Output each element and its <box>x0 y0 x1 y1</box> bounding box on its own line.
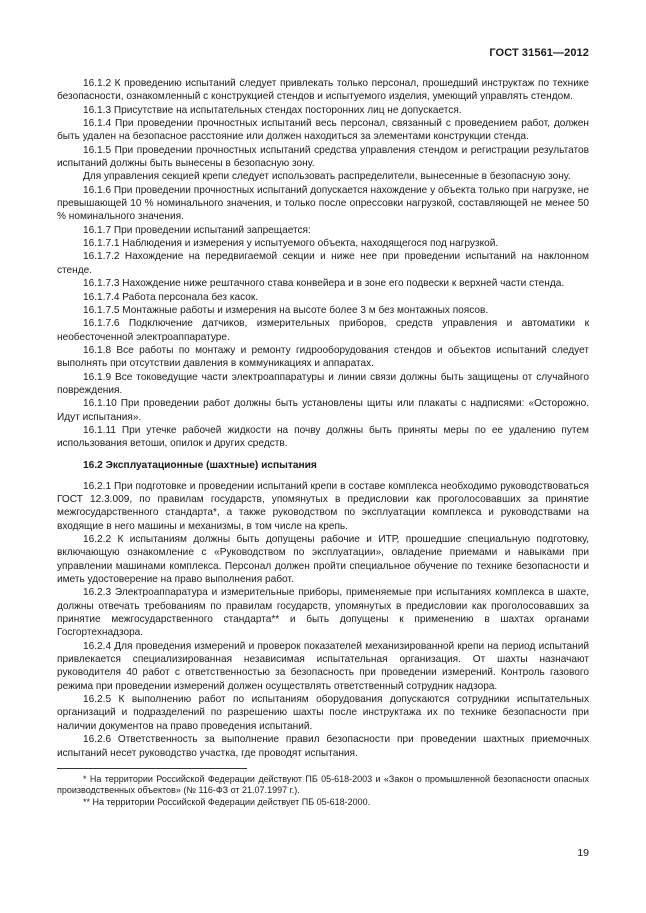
paragraph: 16.1.2 К проведению испытаний следует привлекать только персонал, прошедший инструктаж по технике безопасности, ознакомленный с конструкцией стендов и испытуемого изделия, умеющий управлять стендом. <box>57 78 589 103</box>
paragraph: 16.2.6 Ответственность за выполнение правил безопасности при проведении шахтных приемочных испытаний несет руководство участка, где проводят испытания. <box>57 734 589 759</box>
paragraph: 16.1.7.5 Монтажные работы и измерения на высоте более 3 м без монтажных поясов. <box>83 304 489 316</box>
document-header-standard: ГОСТ 31561—2012 <box>489 47 589 59</box>
paragraph: 16.2.1 При подготовке и проведении испытаний крепи в составе комплекса необходимо руководствоваться ГОСТ 12.3.009, по правилам государств, упомянутых в предисловии как проголосовавших за принятие межгосударственного стандарта*, а также руководством по эксплуатации комплекса и руководствами на входящие в него машины и механизмы, в том числе на крепь. <box>57 480 589 532</box>
paragraph: 16.2.3 Электроаппаратура и измерительные приборы, применяемые при испытаниях комплекса в шахте, должны отвечать требованиям по правилам государств, упомянутых в предисловии как проголосовавших за принятие межгосударственного стандарта** и быть допущены к применению в шахтах органами Госгортехнадзора. <box>57 587 589 639</box>
paragraph: 16.1.7.3 Нахождение ниже рештачного става конвейера и в зоне его подвески к верхней части стенда. <box>83 278 565 290</box>
paragraph: 16.1.7 При проведении испытаний запрещается: <box>83 224 311 236</box>
footnote: * На территории Российской Федерации действуют ПБ 05-618-2003 и «Закон о промышленной безопасности опасных производственных объектов» (№ 116-ФЗ от 21.07.1997 г.). <box>57 773 589 796</box>
paragraph: 16.1.9 Все токоведущие части электроаппаратуры и линии связи должны быть защищены от случайного повреждения. <box>57 371 589 396</box>
footnote-divider <box>57 768 247 769</box>
paragraph: 16.1.8 Все работы по монтажу и ремонту гидрооборудования стендов и объектов испытаний следует выполнять при отсутствии давления в коммуникациях и аппаратах. <box>57 344 589 370</box>
paragraph: 16.1.7.2 Нахождение на передвигаемой секции и ниже нее при проведении испытаний на наклонном стенде. <box>57 251 589 276</box>
paragraph: 16.2.4 Для проведения измерений и проверок показателей механизированной крепи на период испытаний привлекается специализированная независимая испытательная организация. От шахты назначают руководителя 40 работ с ответственностью за безопасность при проведении измерений. Контроль газового режима при проведении измерений должен осуществлять ответственный сотрудник надзора. <box>57 640 589 692</box>
footnote: ** На территории Российской Федерации действует ПБ 05-618-2000. <box>83 796 371 807</box>
section-16-2-paragraphs <box>57 480 589 760</box>
paragraph: 16.1.7.4 Работа персонала без касок. <box>83 291 259 303</box>
paragraph: 16.1.6 При проведении прочностных испытаний допускается нахождение у объекта только при нагрузке, не превышающей 10 % номинального значения, и только после опрессовки нагрузкой, составляющей не менее 50 % номинального значения. <box>57 184 589 223</box>
page-number: 19 <box>577 847 589 859</box>
paragraph: 16.2.2 К испытаниям должны быть допущены рабочие и ИТР, прошедшие специальную подготовку, включающую ознакомление с «Руководством по эксплуатации», овладение приемами и навыками при управлении машинами комплекса. Персонал должен пройти специальное обучение по технике безопасности и иметь удостоверение на право выполнения работ. <box>57 534 589 586</box>
paragraph: 16.2.5 К выполнению работ по испытаниям оборудования допускаются сотрудники испытательных организаций и подразделений по разрешению шахты после инструктажа их по технике безопасности при наличии документов на право проведения испытаний. <box>57 694 589 732</box>
paragraph: Для управления секцией крепи следует использовать распределители, вынесенные в безопасную зону. <box>83 171 571 183</box>
document-body <box>57 77 589 808</box>
paragraph: 16.1.10 При проведении работ должны быть установлены щиты или плакаты с надписями: «Осторожно. Идут испытания». <box>57 398 589 423</box>
paragraph: 16.1.11 При утечке рабочей жидкости на почву должны быть приняты меры по ее удалению путем использования ветоши, опилок и других средств. <box>57 424 589 450</box>
section-16-1-paragraphs <box>57 77 589 451</box>
section-heading-16-2: 16.2 Эксплуатационные (шахтные) испытания <box>83 459 317 471</box>
paragraph: 16.1.7.1 Наблюдения и измерения у испытуемого объекта, находящегося под нагрузкой. <box>83 238 499 250</box>
paragraph: 16.1.7.6 Подключение датчиков, измерительных приборов, средств управления и автоматики к необесточенной электроаппаратуре. <box>57 318 589 343</box>
paragraph: 16.1.4 При проведении прочностных испытаний весь персонал, связанный с проведением работ, должен быть удален на безопасное расстояние или должен находиться за элементами конструкции стенда. <box>57 118 589 143</box>
paragraph: 16.1.5 При проведении прочностных испытаний средства управления стендом и регистрации результатов испытаний должны быть вынесены в безопасную зону. <box>57 144 589 170</box>
footnotes <box>57 774 589 808</box>
paragraph: 16.1.3 Присутствие на испытательных стендах посторонних лиц не допускается. <box>83 104 462 116</box>
